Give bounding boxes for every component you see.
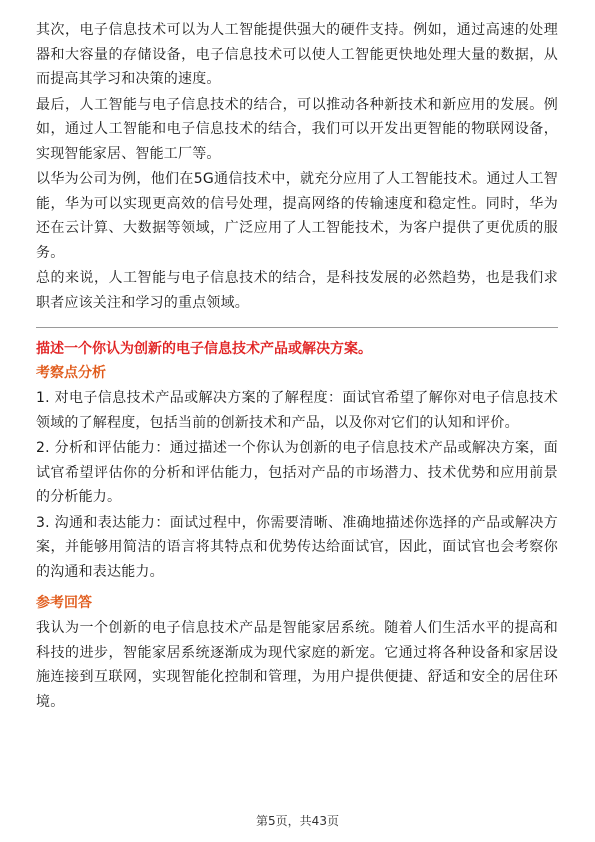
reference-answer: 我认为一个创新的电子信息技术产品是智能家居系统。随着人们生活水平的提高和科技的进步，智能家居系统逐渐成为现代家庭的新宠。它通过将各种设备和家居设施连接到互联网，实现智能化控制和管理，为用户提供便捷、舒适和安全的居住环境。: [36, 620, 558, 710]
analysis-heading: 考察点分析: [36, 365, 106, 381]
question-heading: 描述一个你认为创新的电子信息技术产品或解决方案。: [36, 341, 372, 357]
section-divider: [36, 327, 558, 328]
reference-heading: 参考回答: [36, 595, 92, 611]
body-paragraph: 总的来说，人工智能与电子信息技术的结合，是科技发展的必然趋势，也是我们求职者应该关注和学习的重点领域。: [36, 270, 558, 311]
document-page: [36, 18, 558, 715]
body-paragraph: 其次，电子信息技术可以为人工智能提供强大的硬件支持。例如，通过高速的处理器和大容量的存储设备，电子信息技术可以使人工智能更快地处理大量的数据，从而提高其学习和决策的速度。: [36, 22, 558, 87]
body-paragraph: 最后，人工智能与电子信息技术的结合，可以推动各种新技术和新应用的发展。例如，通过人工智能和电子信息技术的结合，我们可以开发出更智能的物联网设备，实现智能家居、智能工厂等。: [36, 96, 558, 162]
analysis-point: 1. 对电子信息技术产品或解决方案的了解程度：面试官希望了解你对电子信息技术领域的了解程度，包括当前的创新技术和产品，以及你对它们的认知和评价。: [36, 390, 558, 431]
analysis-point: 2. 分析和评估能力：通过描述一个你认为创新的电子信息技术产品或解决方案，面试官希望评估你的分析和评估能力，包括对产品的市场潜力、技术优势和应用前景的分析能力。: [36, 440, 558, 505]
page-footer: 第5页，共43页: [256, 814, 339, 828]
body-paragraph: 以华为公司为例，他们在5G通信技术中，就充分应用了人工智能技术。通过人工智能，华为可以实现更高效的信号处理，提高网络的传输速度和稳定性。同时，华为还在云计算、大数据等领域，广泛应用了人工智能技术，为客户提供了更优质的服务。: [36, 171, 558, 261]
analysis-point: 3. 沟通和表达能力：面试过程中，你需要清晰、准确地描述你选择的产品或解决方案，并能够用简洁的语言将其特点和优势传达给面试官，因此，面试官也会考察你的沟通和表达能力。: [36, 514, 558, 580]
